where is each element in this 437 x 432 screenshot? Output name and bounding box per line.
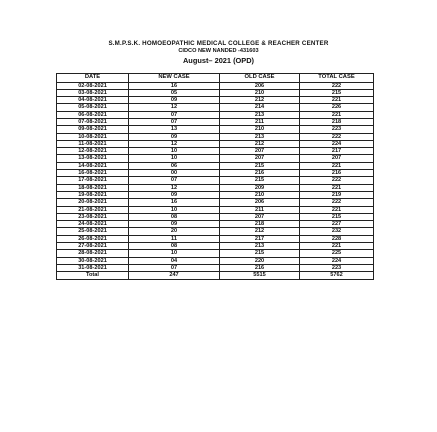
cell-old-case: 215 (220, 177, 300, 184)
cell-date: 21-08-2021 (57, 206, 129, 213)
cell-old-case: 217 (220, 235, 300, 242)
column-header-total-case: TOTAL CASE (300, 74, 374, 83)
cell-new-case: 05 (129, 89, 220, 96)
cell-new-case: 00 (129, 170, 220, 177)
cell-date: 28-08-2021 (57, 250, 129, 257)
cell-date: 05-08-2021 (57, 104, 129, 111)
table-row (57, 82, 374, 89)
table-row (57, 148, 374, 155)
cell-new-case: 10 (129, 155, 220, 162)
cell-new-case: 10 (129, 206, 220, 213)
cell-total-case: 221 (300, 184, 374, 191)
cell-date: 31-08-2021 (57, 264, 129, 271)
cell-old-case: 209 (220, 184, 300, 191)
college-name: S.M.P.S.K. HOMOEOPATHIC MEDICAL COLLEGE & REACHER CENTER (108, 40, 329, 47)
cell-date: 07-08-2021 (57, 118, 129, 125)
table-row (57, 170, 374, 177)
cell-date: 24-08-2021 (57, 221, 129, 228)
cell-old-case: 210 (220, 191, 300, 198)
total-old-case: 5515 (220, 272, 300, 279)
cell-new-case: 10 (129, 250, 220, 257)
cell-new-case: 20 (129, 228, 220, 235)
cell-new-case: 16 (129, 199, 220, 206)
total-new-case: 247 (129, 272, 220, 279)
table-row (57, 250, 374, 257)
cell-total-case: 223 (300, 264, 374, 271)
cell-new-case: 07 (129, 118, 220, 125)
cell-total-case: 228 (300, 235, 374, 242)
cell-date: 23-08-2021 (57, 213, 129, 220)
cell-total-case: 221 (300, 243, 374, 250)
cell-total-case: 227 (300, 221, 374, 228)
cell-old-case: 215 (220, 162, 300, 169)
cell-old-case: 216 (220, 264, 300, 271)
cell-new-case: 12 (129, 184, 220, 191)
table-row (57, 221, 374, 228)
cell-total-case: 222 (300, 82, 374, 89)
cell-date: 17-08-2021 (57, 177, 129, 184)
cell-old-case: 216 (220, 170, 300, 177)
cell-old-case: 206 (220, 199, 300, 206)
table-row (57, 118, 374, 125)
cell-total-case: 226 (300, 104, 374, 111)
cell-old-case: 207 (220, 148, 300, 155)
cell-new-case: 07 (129, 177, 220, 184)
table-row (57, 155, 374, 162)
table-row (57, 111, 374, 118)
cell-total-case: 221 (300, 97, 374, 104)
table-row (57, 162, 374, 169)
cell-date: 14-08-2021 (57, 162, 129, 169)
cell-new-case: 04 (129, 257, 220, 264)
table-row (57, 264, 374, 271)
table-row (57, 184, 374, 191)
cell-total-case: 215 (300, 213, 374, 220)
cell-new-case: 12 (129, 140, 220, 147)
cell-date: 10-08-2021 (57, 133, 129, 140)
table-row (57, 235, 374, 242)
cell-date: 26-08-2021 (57, 235, 129, 242)
table-row (57, 97, 374, 104)
cell-new-case: 08 (129, 243, 220, 250)
cell-old-case: 210 (220, 126, 300, 133)
cell-date: 30-08-2021 (57, 257, 129, 264)
table-header-row (57, 74, 374, 83)
report-period: August– 2021 (OPD) (182, 56, 255, 65)
cell-old-case: 212 (220, 140, 300, 147)
cell-total-case: 224 (300, 257, 374, 264)
cell-old-case: 213 (220, 133, 300, 140)
table-row (57, 104, 374, 111)
column-header-new-case: NEW CASE (129, 74, 220, 83)
cell-date: 19-08-2021 (57, 191, 129, 198)
table-row (57, 177, 374, 184)
table-row (57, 126, 374, 133)
cell-old-case: 210 (220, 89, 300, 96)
cell-old-case: 213 (220, 111, 300, 118)
cell-new-case: 08 (129, 213, 220, 220)
cell-date: 11-08-2021 (57, 140, 129, 147)
cell-total-case: 222 (300, 133, 374, 140)
cell-old-case: 207 (220, 155, 300, 162)
cell-date: 09-08-2021 (57, 126, 129, 133)
table-row (57, 140, 374, 147)
cell-new-case: 06 (129, 162, 220, 169)
cell-new-case: 12 (129, 104, 220, 111)
cell-total-case: 215 (300, 89, 374, 96)
cell-total-case: 221 (300, 162, 374, 169)
cell-old-case: 213 (220, 243, 300, 250)
cell-new-case: 09 (129, 97, 220, 104)
cell-total-case: 224 (300, 140, 374, 147)
table-row (57, 213, 374, 220)
cell-total-case: 223 (300, 126, 374, 133)
cell-date: 20-08-2021 (57, 199, 129, 206)
cell-new-case: 09 (129, 221, 220, 228)
cell-total-case: 219 (300, 191, 374, 198)
cell-total-case: 225 (300, 250, 374, 257)
cell-old-case: 206 (220, 82, 300, 89)
cell-date: 06-08-2021 (57, 111, 129, 118)
cell-old-case: 212 (220, 228, 300, 235)
cell-new-case: 07 (129, 264, 220, 271)
report-header (0, 40, 437, 66)
cell-new-case: 09 (129, 133, 220, 140)
cell-old-case: 212 (220, 97, 300, 104)
table-total-row (57, 272, 374, 279)
cell-total-case: 221 (300, 111, 374, 118)
cell-old-case: 218 (220, 221, 300, 228)
cell-old-case: 214 (220, 104, 300, 111)
cell-date: 18-08-2021 (57, 184, 129, 191)
cell-total-case: 218 (300, 118, 374, 125)
table-row (57, 199, 374, 206)
cell-old-case: 215 (220, 250, 300, 257)
cell-old-case: 211 (220, 118, 300, 125)
cell-date: 16-08-2021 (57, 170, 129, 177)
table-row (57, 228, 374, 235)
cell-date: 27-08-2021 (57, 243, 129, 250)
table-row (57, 206, 374, 213)
cell-new-case: 11 (129, 235, 220, 242)
cell-new-case: 16 (129, 82, 220, 89)
cell-date: 03-08-2021 (57, 89, 129, 96)
cell-total-case: 221 (300, 206, 374, 213)
cell-old-case: 211 (220, 206, 300, 213)
cell-old-case: 207 (220, 213, 300, 220)
column-header-old-case: OLD CASE (220, 74, 300, 83)
opd-table (56, 73, 374, 280)
cell-total-case: 217 (300, 148, 374, 155)
cell-date: 13-08-2021 (57, 155, 129, 162)
cell-date: 04-08-2021 (57, 97, 129, 104)
cell-new-case: 13 (129, 126, 220, 133)
cell-total-case: 207 (300, 155, 374, 162)
college-address: CIDCO NEW NANDED -431603 (178, 48, 259, 54)
total-total-case: 5762 (300, 272, 374, 279)
cell-total-case: 216 (300, 170, 374, 177)
cell-date: 12-08-2021 (57, 148, 129, 155)
table-body (57, 82, 374, 272)
cell-total-case: 232 (300, 228, 374, 235)
cell-date: 25-08-2021 (57, 228, 129, 235)
cell-new-case: 07 (129, 111, 220, 118)
table-row (57, 133, 374, 140)
table-row (57, 257, 374, 264)
cell-date: 02-08-2021 (57, 82, 129, 89)
cell-total-case: 222 (300, 199, 374, 206)
table-row (57, 243, 374, 250)
cell-total-case: 222 (300, 177, 374, 184)
cell-old-case: 220 (220, 257, 300, 264)
column-header-date: DATE (57, 74, 129, 83)
table-row (57, 191, 374, 198)
total-label: Total (57, 272, 129, 279)
cell-new-case: 10 (129, 148, 220, 155)
cell-new-case: 09 (129, 191, 220, 198)
table-row (57, 89, 374, 96)
